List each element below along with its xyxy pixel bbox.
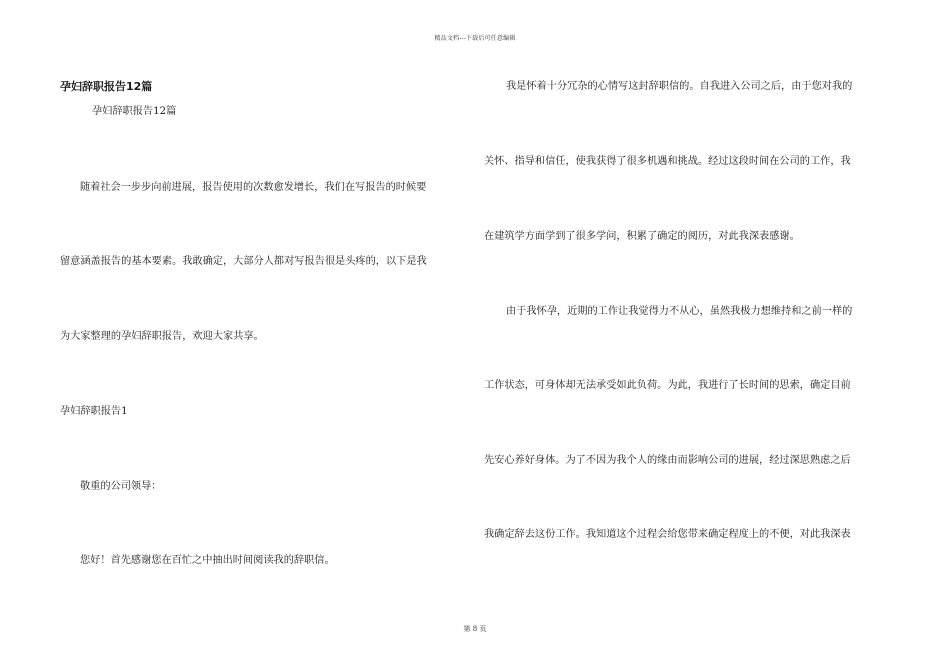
intro-line-2: 留意涵盖报告的基本要素。我敢确定，大部分人都对写报告很是头疼的，以下是我: [60, 256, 427, 267]
body-line-2: 关怀、指导和信任，使我获得了很多机遇和挑战。经过这段时间在公司的工作，我: [484, 156, 851, 167]
document-title: 孕妇辞职报告12篇: [60, 80, 153, 93]
greeting: 您好！首先感谢您在百忙之中抽出时间阅读我的辞职信。: [80, 555, 335, 566]
body-line-6: 先安心养好身体。为了不因为我个人的缘由而影响公司的进展，经过深思熟虑之后: [484, 455, 851, 466]
body-line-4: 由于我怀孕，近期的工作让我觉得力不从心，虽然我极力想维持和之前一样的: [506, 306, 853, 317]
right-column: [484, 0, 888, 672]
document-subtitle: 孕妇辞职报告12篇: [92, 106, 177, 117]
section-heading: 孕妇辞职报告1: [60, 406, 128, 417]
body-line-3: 在建筑学方面学到了很多学问，积累了确定的阅历，对此我深表感谢。: [484, 231, 800, 242]
body-line-1: 我是怀着十分冗杂的心情写这封辞职信的。自我进入公司之后，由于您对我的: [506, 81, 853, 92]
intro-line-1: 随着社会一步步向前进展，报告使用的次数愈发增长，我们在写报告的时候要: [80, 182, 427, 193]
page-header: 精品文档---下载后可任意编辑: [434, 35, 516, 42]
body-line-7: 我确定辞去这份工作。我知道这个过程会给您带来确定程度上的不便，对此我深表: [484, 529, 851, 540]
left-column: [60, 0, 470, 672]
body-line-5: 工作状态，可身体却无法承受如此负荷。为此，我进行了长时间的思索，确定目前: [484, 380, 851, 391]
intro-line-3: 为大家整理的孕妇辞职报告，欢迎大家共享。: [60, 331, 264, 342]
salutation: 敬重的公司领导：: [80, 481, 162, 492]
page-number: 第 8 页: [463, 625, 487, 633]
